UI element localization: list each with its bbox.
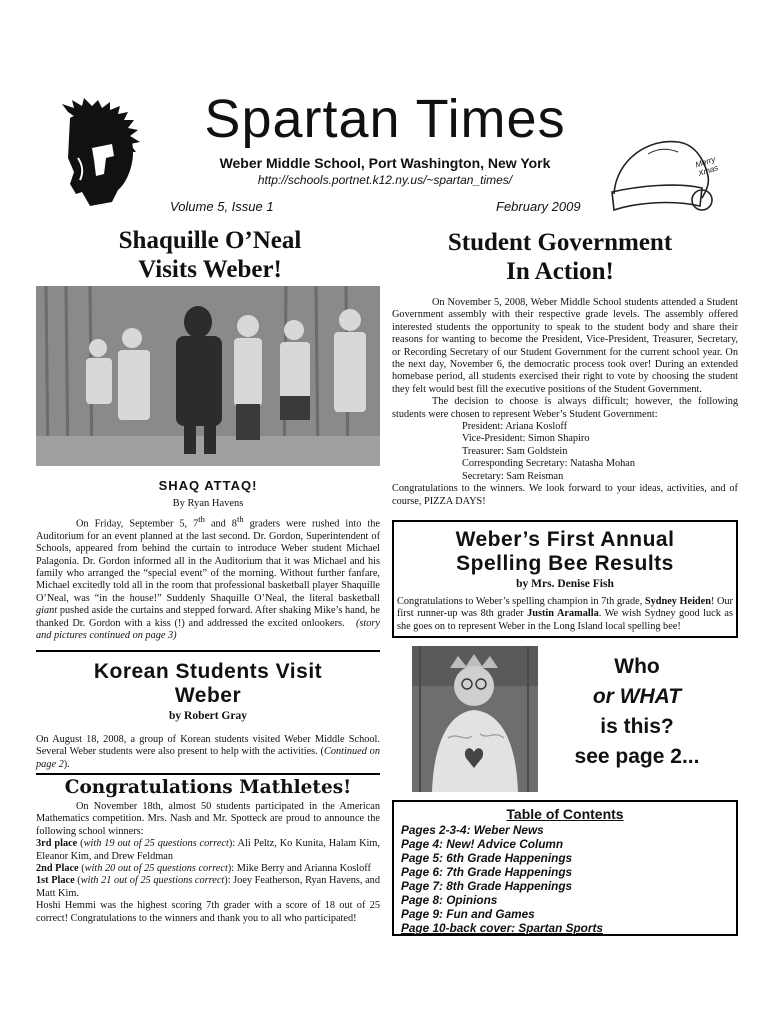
who-line-1: Who bbox=[614, 655, 660, 678]
spelling-title-line-2: Spelling Bee Results bbox=[456, 552, 674, 575]
toc-item[interactable]: Page 10-back cover: Spartan Sports bbox=[401, 921, 603, 935]
table-of-contents bbox=[392, 800, 738, 936]
mathletes-second: 2nd Place (with 20 out of 25 questions correct): Mike Berry and Arianna Kosloff bbox=[36, 863, 371, 875]
third-detail: with 19 out of 25 questions correct bbox=[83, 838, 229, 850]
hat-scribble: Merry Xmas bbox=[694, 154, 720, 179]
spelling-title bbox=[394, 528, 736, 576]
shaq-byline: By Ryan Havens bbox=[172, 498, 244, 509]
spelling-bee-box bbox=[392, 520, 738, 638]
mathletes-title: Congratulations Mathletes! bbox=[64, 777, 352, 798]
who-line-2: or WHAT bbox=[592, 685, 682, 708]
korean-article bbox=[36, 734, 380, 771]
toc-item[interactable]: Page 5: 6th Grade Happenings bbox=[401, 851, 573, 865]
korean-byline: by Robert Gray bbox=[169, 710, 247, 722]
spartan-helmet-icon bbox=[48, 98, 152, 210]
spelling-title-line-1: Weber’s First Annual bbox=[455, 528, 675, 551]
korean-title bbox=[36, 660, 380, 708]
spelling-text-1: Congratulations to Weber’s spelling champion in 7th grade, bbox=[397, 596, 645, 607]
korean-title-line-2: Weber bbox=[174, 684, 242, 707]
second-detail: with 20 out of 25 questions correct bbox=[84, 863, 228, 875]
who-or-what-teaser bbox=[552, 652, 722, 772]
shaq-text-4: pushed aside the curtains and stepped forward. After shaking Mike’s hand, he thanked Dr. Gordon with a kiss (!) and addressed the excited onlookers. bbox=[36, 605, 380, 629]
second-names: : Mike Berry and Arianna Kosloff bbox=[231, 863, 371, 875]
shaq-headline-line-1: Shaquille O’Neal bbox=[118, 227, 302, 254]
spelling-champion: Sydney Heiden bbox=[644, 596, 711, 607]
shaq-headline bbox=[60, 226, 360, 284]
officer-treasurer: Treasurer: Sam Goldstein bbox=[462, 445, 568, 457]
divider-left-1 bbox=[36, 650, 380, 652]
first-detail: with 21 out of 25 questions correct bbox=[80, 875, 225, 887]
korean-text-end: ). bbox=[63, 758, 70, 770]
toc-item[interactable]: Page 8: Opinions bbox=[401, 893, 498, 907]
spelling-text-2: ! Our first runner-up was 8th grader bbox=[397, 596, 733, 620]
second-label: 2nd Place bbox=[36, 863, 79, 875]
shaq-article bbox=[36, 513, 380, 642]
student-gov-closing: Congratulations to the winners. We look forward to your ideas, activities, and of course, PIZZA DAYS! bbox=[392, 483, 738, 507]
who-line-3: is this? bbox=[600, 715, 674, 738]
shaq-text-1: On Friday, September 5, 7 bbox=[76, 518, 199, 530]
newspaper-url[interactable]: http://schools.portnet.k12.ny.us/~spartan_times/ bbox=[257, 173, 513, 187]
shaq-sup-2: th bbox=[236, 514, 244, 524]
mathletes-article bbox=[36, 801, 380, 925]
santa-hat-drawing bbox=[608, 124, 738, 214]
third-names: : Ali Peltz, Ko Kunita, Halam Kim, Eleanor Kim, and Drew Feldman bbox=[36, 838, 380, 862]
assembly-photo-icon bbox=[36, 286, 380, 466]
mathletes-third: 3rd place (with 19 out of 25 questions correct): Ali Peltz, Ko Kunita, Halam Kim, Eleanor Kim, and Drew Feldman bbox=[36, 838, 380, 862]
toc-title: Table of Contents bbox=[506, 806, 624, 822]
student-gov-p2: The decision to choose is always difficult; however, the following students were chosen to represent Weber’s Student Government: bbox=[392, 396, 738, 420]
third-label: 3rd place bbox=[36, 838, 78, 850]
spelling-text bbox=[397, 596, 733, 633]
shaq-headline-line-2: Visits Weber! bbox=[138, 256, 282, 283]
officer-vice-president: Vice-President: Simon Shapiro bbox=[462, 433, 590, 445]
toc-item[interactable]: Page 7: 8th Grade Happenings bbox=[401, 879, 573, 893]
korean-text: On August 18, 2008, a group of Korean students visited Weber Middle School. Several Weber students were also present to help with the activities. ( bbox=[36, 734, 380, 758]
shaq-continued: (story and pictures continued on page 3) bbox=[36, 617, 380, 642]
student-gov-article bbox=[392, 297, 738, 508]
student-gov-headline bbox=[410, 228, 710, 286]
toc-list bbox=[394, 823, 736, 935]
student-gov-headline-line-2: In Action! bbox=[506, 258, 614, 285]
toc-item[interactable]: Page 4: New! Advice Column bbox=[401, 837, 564, 851]
shaq-photo bbox=[36, 286, 380, 466]
shaq-text-3: graders were rushed into the Auditorium for an event planned at the last second. Dr. Gordon, Superintendent of Schools, appeared from behind the curtain to introduce Weber student Michael Palagonia. Dr. Gordon informed all in the Auditorium that it was Michael and his family who arranged the “special event” of the morning. Without further fanfare, Michael excitedly told all in the room that professional basketball player Shaquille O’Neal, was “in the house!” Suddenly Shaquille O’Neal, the literal basketball bbox=[36, 518, 380, 604]
photo-caption: SHAQ ATTAQ! bbox=[158, 478, 258, 493]
korean-continued: Continued on page 2 bbox=[36, 746, 380, 770]
shaq-giant: giant bbox=[36, 605, 58, 617]
shaq-text-2: and 8 bbox=[204, 518, 237, 530]
student-gov-headline-line-1: Student Government bbox=[447, 229, 673, 256]
issue-date: February 2009 bbox=[496, 199, 581, 214]
first-names: : Joey Featherson, Ryan Havens, and Matt Kim. bbox=[36, 875, 380, 899]
officer-list bbox=[392, 421, 738, 483]
toc-item[interactable]: Page 6: 7th Grade Happenings bbox=[401, 865, 573, 879]
spelling-runner-up: Justin Aramalla bbox=[527, 608, 599, 620]
student-gov-p1: On November 5, 2008, Weber Middle School students attended a Student Government assembly with their respective grade levels. The assembly offered interested students the opportunity to speak to the student body and share their reasons for wanting to become the President, Vice-President, Treasurer, Secretary, or Recording Secretary of our Student Government for the current school year. On the next day, November 6, the democratic process took over! During an extended homebase period, all students exercised their right to vote by choosing the student they felt would best fill the executive positions of the Student Government. bbox=[392, 297, 738, 395]
who-line-4[interactable]: see page 2... bbox=[574, 745, 700, 768]
mathletes-closing: Hoshi Hemmi was the highest scoring 7th grader with a score of 18 out of 25 correct! Congratulations to the winners and thank you to all who participated! bbox=[36, 900, 380, 924]
shaq-sup-1: th bbox=[198, 514, 205, 524]
first-label: 1st Place bbox=[36, 875, 75, 887]
mystery-person-icon bbox=[412, 646, 538, 792]
officer-secretary: Secretary: Sam Reisman bbox=[462, 470, 564, 482]
officer-president: President: Ariana Kosloff bbox=[462, 421, 568, 433]
korean-title-line-1: Korean Students Visit bbox=[93, 660, 323, 683]
masthead-title: Spartan Times bbox=[204, 89, 566, 149]
mathletes-intro: On November 18th, almost 50 students participated in the American Mathematics competition. Mrs. Nash and Mr. Spotteck are proud to announce the following school winners: bbox=[36, 801, 380, 837]
toc-item[interactable]: Page 9: Fun and Games bbox=[401, 907, 535, 921]
spelling-byline: by Mrs. Denise Fish bbox=[516, 578, 614, 590]
officer-corresponding-secretary: Corresponding Secretary: Natasha Mohan bbox=[462, 458, 635, 470]
divider-left-2 bbox=[36, 773, 380, 775]
volume-issue: Volume 5, Issue 1 bbox=[170, 199, 274, 214]
mystery-photo bbox=[412, 646, 538, 792]
toc-item[interactable]: Pages 2-3-4: Weber News bbox=[401, 823, 544, 837]
school-name: Weber Middle School, Port Washington, New York bbox=[219, 155, 551, 171]
spartan-logo bbox=[48, 98, 152, 210]
spelling-text-3: . We wish Sydney good luck as she goes on to represent Weber in the Long Island local spelling bee! bbox=[397, 608, 734, 632]
mathletes-first: 1st Place (with 21 out of 25 questions correct): Joey Featherson, Ryan Havens, and Matt Kim. bbox=[36, 875, 380, 899]
